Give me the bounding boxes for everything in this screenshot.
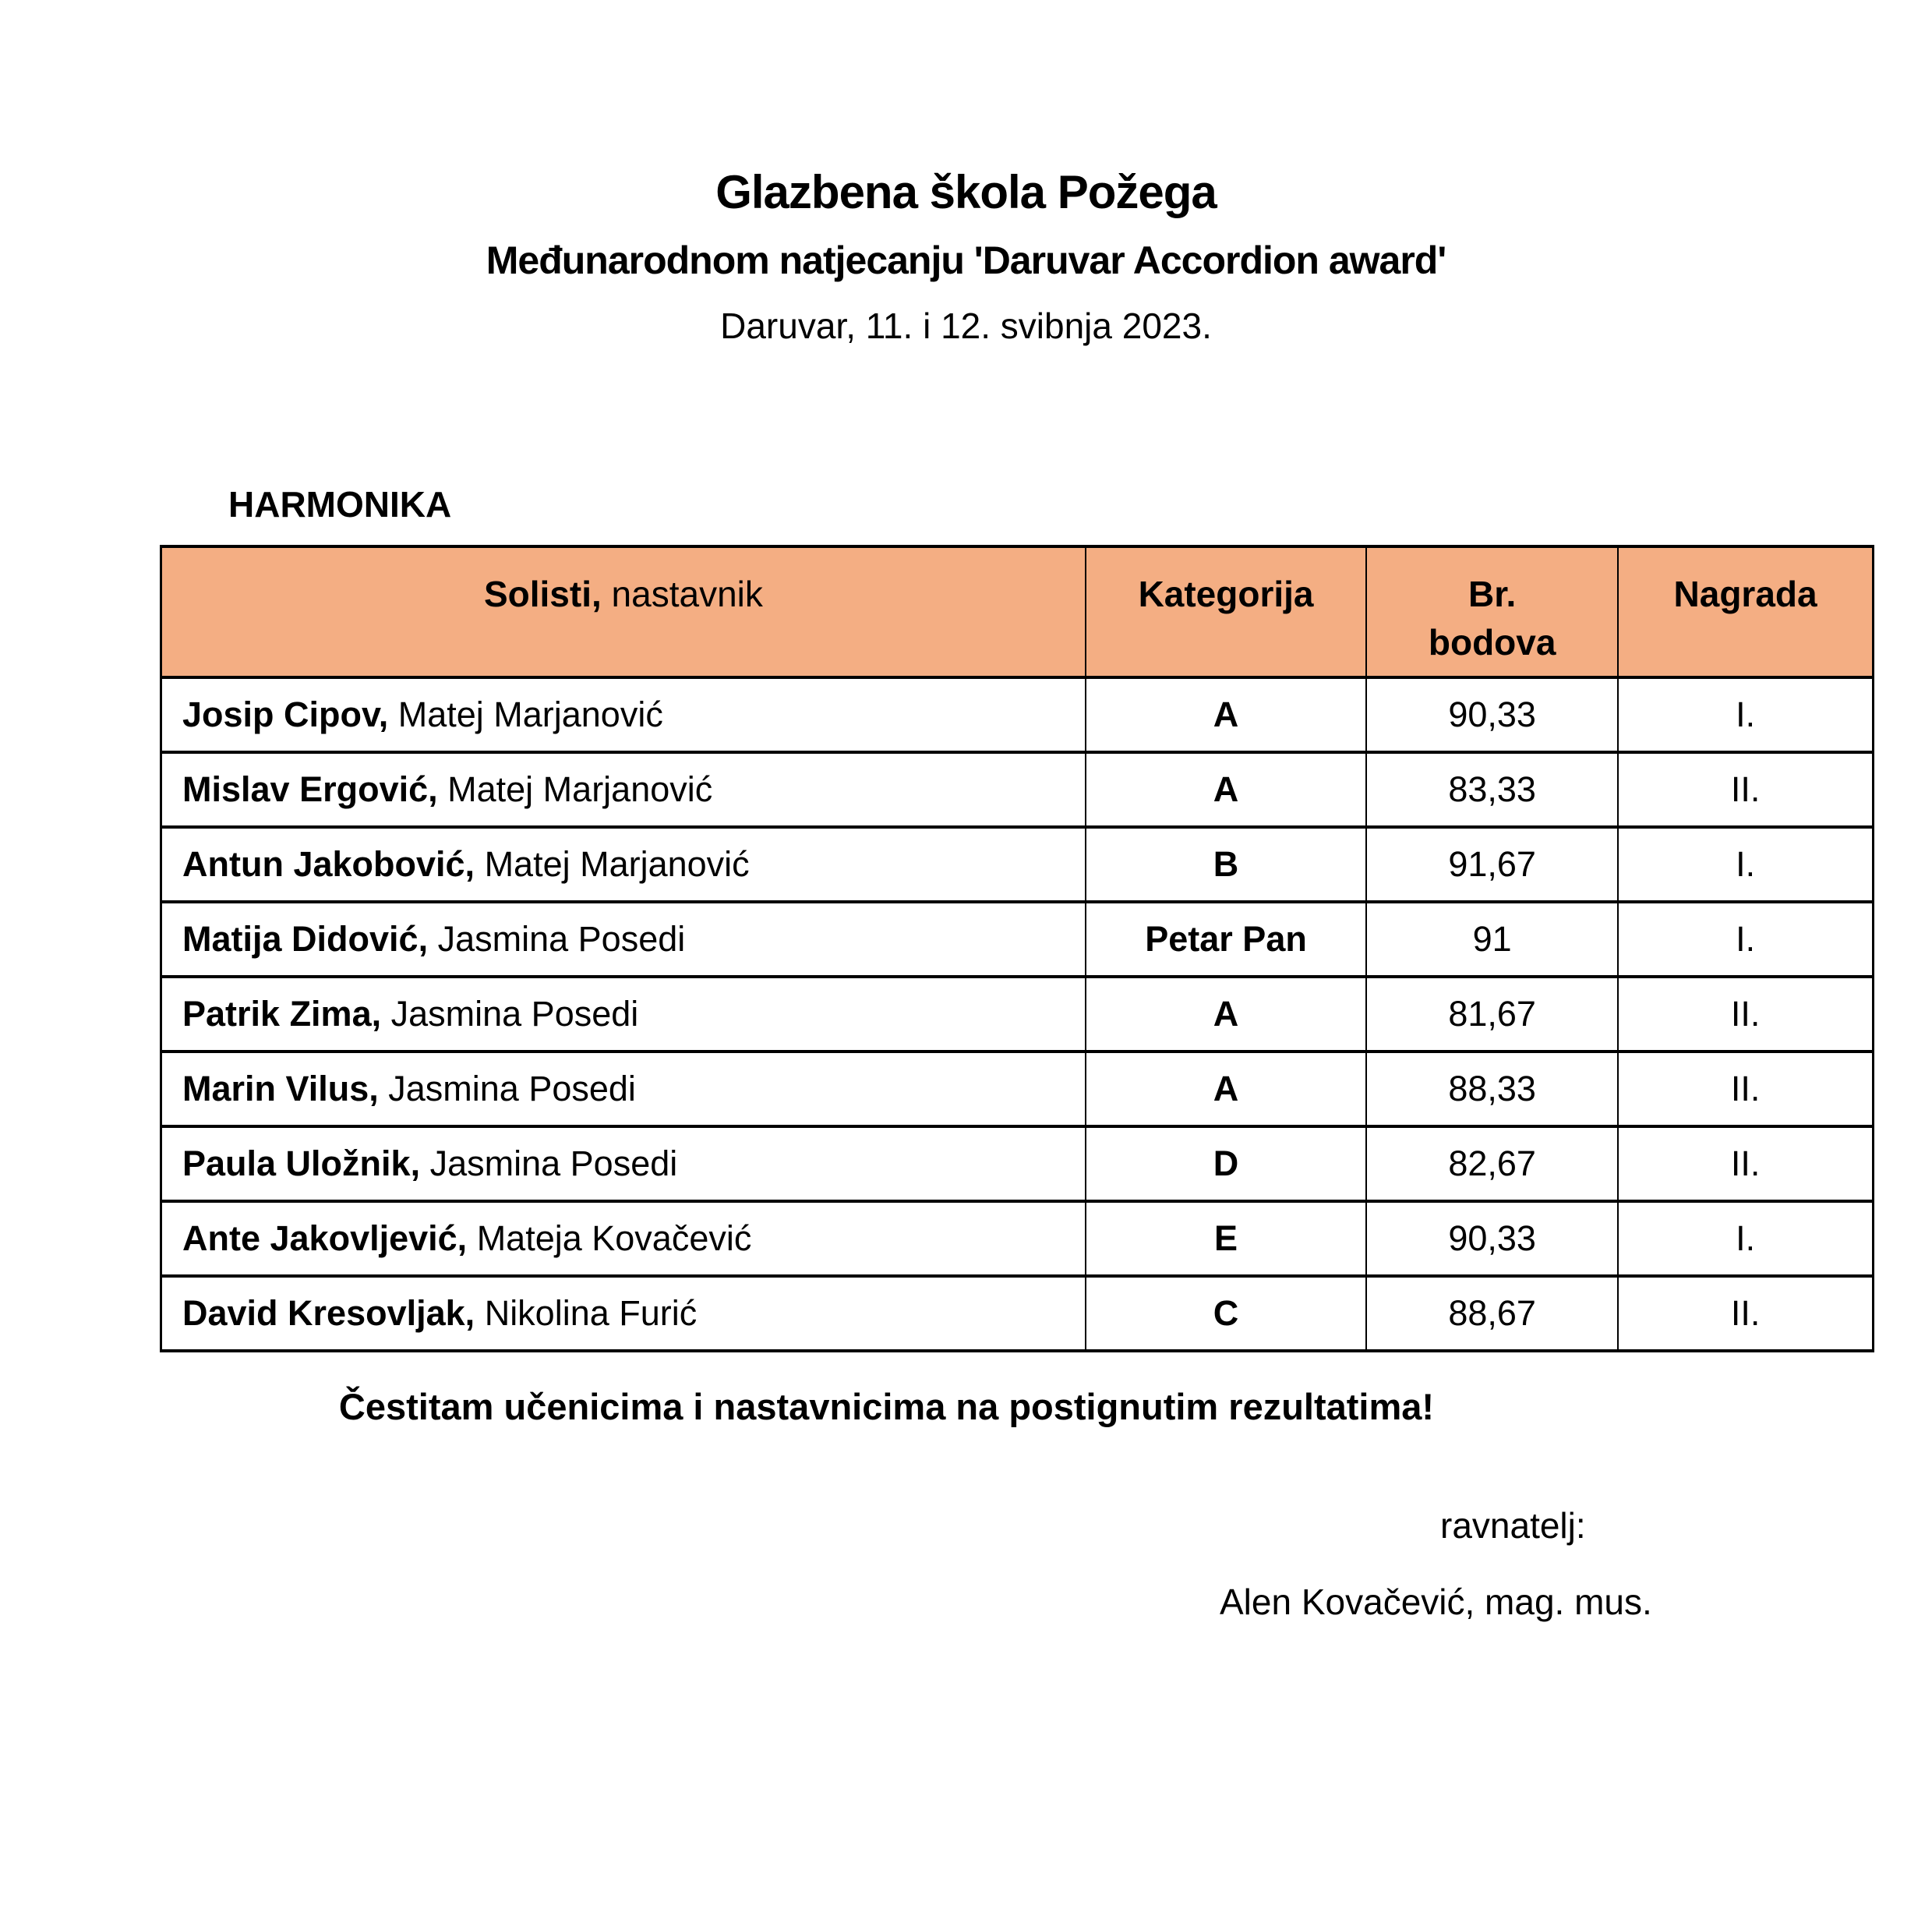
header-points-line1: Br. [1468, 574, 1517, 614]
award-cell: II. [1618, 977, 1873, 1052]
table-row [161, 677, 1874, 752]
table-row [161, 752, 1874, 827]
results-table [160, 545, 1874, 1352]
signature-role: ravnatelj: [1440, 1505, 1586, 1546]
soloist-cell [161, 977, 1086, 1052]
award-cell: II. [1618, 1052, 1873, 1126]
category-cell: E [1086, 1201, 1366, 1276]
teacher-name: Matej Marjanović [475, 844, 750, 884]
header-cell-award: Nagrada [1618, 546, 1873, 677]
points-cell: 88,33 [1366, 1052, 1618, 1126]
section-heading-harmonika: HARMONIKA [228, 484, 452, 525]
soloist-name: Marin Vilus, [182, 1069, 379, 1108]
soloist-name: Antun Jakobović, [182, 844, 475, 884]
category-cell: A [1086, 677, 1366, 752]
table-row [161, 1276, 1874, 1351]
date-line: Daruvar, 11. i 12. svibnja 2023. [720, 306, 1212, 346]
header-cell-points [1366, 546, 1618, 677]
header-cell-category: Kategorija [1086, 546, 1366, 677]
table-row [161, 1126, 1874, 1201]
soloist-name: Josip Cipov, [182, 695, 389, 734]
award-cell: II. [1618, 752, 1873, 827]
category-cell: C [1086, 1276, 1366, 1351]
soloist-name: David Kresovljak, [182, 1293, 475, 1333]
teacher-name: Matej Marjanović [388, 695, 663, 734]
signature-name: Alen Kovačević, mag. mus. [1220, 1582, 1652, 1622]
teacher-name: Mateja Kovačević [467, 1218, 752, 1258]
teacher-name: Nikolina Furić [475, 1293, 698, 1333]
points-cell: 90,33 [1366, 677, 1618, 752]
soloist-cell [161, 1276, 1086, 1351]
teacher-name: Jasmina Posedi [428, 919, 686, 959]
award-cell: I. [1618, 827, 1873, 902]
table-row [161, 1201, 1874, 1276]
points-cell: 81,67 [1366, 977, 1618, 1052]
soloist-cell [161, 902, 1086, 977]
soloist-cell [161, 752, 1086, 827]
category-cell: A [1086, 752, 1366, 827]
soloist-cell [161, 1052, 1086, 1126]
soloist-name: Patrik Zima, [182, 994, 382, 1034]
table-row [161, 902, 1874, 977]
page-title: Glazbena škola Požega [715, 166, 1217, 218]
soloist-name: Matija Didović, [182, 919, 429, 959]
points-cell: 88,67 [1366, 1276, 1618, 1351]
soloist-name: Paula Uložnik, [182, 1144, 421, 1183]
header-teacher-label: nastavnik [601, 574, 763, 614]
teacher-name: Jasmina Posedi [381, 994, 639, 1034]
soloist-cell [161, 677, 1086, 752]
soloist-cell [161, 1201, 1086, 1276]
category-cell: D [1086, 1126, 1366, 1201]
award-cell: II. [1618, 1276, 1873, 1351]
teacher-name: Jasmina Posedi [378, 1069, 636, 1108]
table-header-row [161, 546, 1874, 677]
congratulations-line: Čestitam učenicima i nastavnicima na postignutim rezultatima! [338, 1386, 1435, 1427]
award-cell: I. [1618, 902, 1873, 977]
points-cell: 91,67 [1366, 827, 1618, 902]
header-soloists-bold: Solisti, [483, 574, 602, 614]
soloist-cell [161, 1126, 1086, 1201]
category-cell: B [1086, 827, 1366, 902]
teacher-name: Matej Marjanović [437, 769, 713, 809]
category-cell: A [1086, 1052, 1366, 1126]
teacher-name: Jasmina Posedi [420, 1144, 678, 1183]
competition-subtitle: Međunarodnom natjecanju 'Daruvar Accordion award' [486, 239, 1446, 282]
award-cell: I. [1618, 1201, 1873, 1276]
points-cell: 91 [1366, 902, 1618, 977]
table-row [161, 1052, 1874, 1126]
points-cell: 90,33 [1366, 1201, 1618, 1276]
award-cell: I. [1618, 677, 1873, 752]
header-points-line2: bodova [1428, 622, 1556, 663]
category-cell: A [1086, 977, 1366, 1052]
points-cell: 82,67 [1366, 1126, 1618, 1201]
category-cell: Petar Pan [1086, 902, 1366, 977]
table-row [161, 827, 1874, 902]
header-cell-soloists [161, 546, 1086, 677]
soloist-name: Mislav Ergović, [182, 769, 438, 809]
soloist-name: Ante Jakovljević, [182, 1218, 468, 1258]
award-cell: II. [1618, 1126, 1873, 1201]
table-row [161, 977, 1874, 1052]
points-cell: 83,33 [1366, 752, 1618, 827]
soloist-cell [161, 827, 1086, 902]
